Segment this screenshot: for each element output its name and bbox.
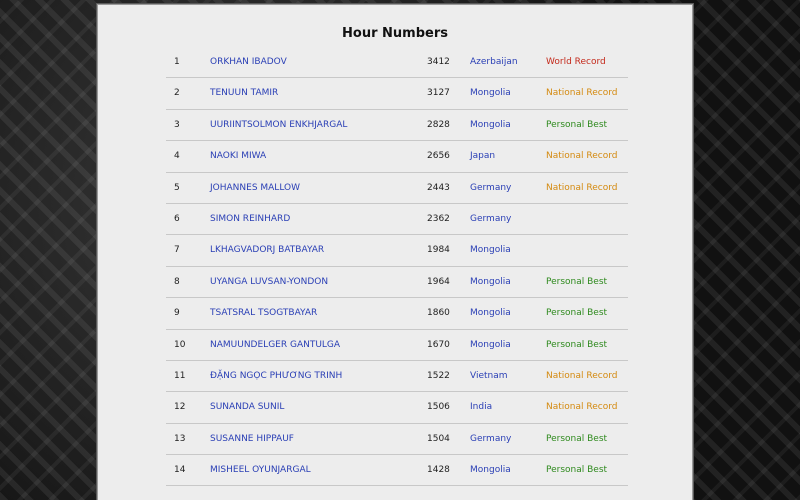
competitor-name-link[interactable]: UURIINTSOLMON ENKHJARGAL (210, 119, 348, 130)
record-badge: National Record (546, 88, 618, 99)
country-link[interactable]: Mongolia (470, 88, 511, 99)
rank-cell: 3 (174, 119, 180, 130)
record-badge: National Record (546, 151, 618, 162)
competitor-name-link[interactable]: NAMUUNDELGER GANTULGA (210, 339, 341, 350)
table-row (166, 392, 628, 423)
competitor-name-link[interactable]: JOHANNES MALLOW (210, 182, 300, 193)
rank-cell: 2 (174, 88, 180, 99)
score-cell: 2362 (427, 213, 450, 224)
competitor-name-link[interactable]: SUNANDA SUNIL (210, 402, 285, 413)
rank-cell: 4 (174, 151, 180, 162)
table-row (166, 424, 628, 455)
competitor-name-link[interactable]: TENUUN TAMIR (210, 88, 279, 99)
rank-cell: 14 (174, 465, 186, 476)
table-row (166, 204, 628, 235)
country-link[interactable]: Germany (470, 433, 512, 444)
score-cell: 2656 (427, 151, 450, 162)
score-cell: 1984 (427, 245, 450, 256)
country-link[interactable]: Mongolia (470, 276, 511, 287)
rank-cell: 1 (174, 57, 180, 67)
score-cell: 1964 (427, 276, 450, 287)
score-cell: 3127 (427, 88, 450, 99)
country-link[interactable]: Germany (470, 182, 512, 193)
country-link[interactable]: Germany (470, 213, 512, 224)
rank-cell: 13 (174, 433, 186, 444)
competitor-name-link[interactable]: NAOKI MIWA (210, 151, 267, 162)
score-cell: 1670 (427, 339, 450, 350)
country-link[interactable]: Mongolia (470, 245, 511, 256)
country-link[interactable]: Mongolia (470, 119, 511, 130)
country-link[interactable]: Japan (470, 151, 496, 162)
score-cell: 3412 (427, 57, 450, 67)
competitor-name-link[interactable]: SIMON REINHARD (210, 213, 291, 224)
table-row (166, 267, 628, 298)
competitor-name-link[interactable]: MISHEEL OYUNJARGAL (210, 465, 311, 476)
score-cell: 2443 (427, 182, 450, 193)
record-badge: Personal Best (546, 308, 608, 319)
rank-cell: 12 (174, 402, 186, 413)
table-row (166, 361, 628, 392)
record-badge: National Record (546, 370, 618, 381)
rank-cell: 9 (174, 308, 180, 319)
competitor-name-link[interactable]: UYANGA LUVSAN-YONDON (210, 276, 329, 287)
rank-cell: 8 (174, 276, 180, 287)
competitor-name-link[interactable]: ĐẶNG NGỌC PHƯƠNG TRINH (210, 370, 343, 381)
record-badge: National Record (546, 182, 618, 193)
country-link[interactable]: Mongolia (470, 339, 511, 350)
table-row (166, 235, 628, 266)
country-link[interactable]: India (470, 402, 493, 413)
rank-cell: 7 (174, 245, 180, 256)
table-row (166, 455, 628, 486)
table-row (166, 141, 628, 172)
record-badge: Personal Best (546, 465, 608, 476)
score-cell: 2828 (427, 119, 450, 130)
competitor-name-link[interactable]: SUSANNE HIPPAUF (210, 433, 294, 444)
record-badge: Personal Best (546, 433, 608, 444)
country-link[interactable]: Mongolia (470, 465, 511, 476)
score-cell: 1506 (427, 402, 450, 413)
country-link[interactable]: Azerbaijan (470, 57, 518, 67)
record-badge: Personal Best (546, 339, 608, 350)
table-row (166, 330, 628, 361)
table-row (166, 173, 628, 204)
table-row (166, 298, 628, 329)
table-row (166, 47, 628, 78)
table-row (166, 110, 628, 141)
score-cell: 1522 (427, 370, 450, 381)
record-badge: Personal Best (546, 119, 608, 130)
competitor-name-link[interactable]: ORKHAN IBADOV (210, 57, 287, 67)
page-title: Hour Numbers (342, 26, 448, 41)
rank-cell: 6 (174, 213, 180, 224)
competitor-name-link[interactable]: LKHAGVADORJ BATBAYAR (210, 245, 325, 256)
rank-cell: 11 (174, 370, 186, 381)
score-cell: 1428 (427, 465, 450, 476)
table-row (166, 78, 628, 109)
rank-cell: 10 (174, 339, 186, 350)
country-link[interactable]: Vietnam (470, 370, 508, 381)
score-cell: 1860 (427, 308, 450, 319)
competitor-name-link[interactable]: TSATSRAL TSOGTBAYAR (210, 308, 318, 319)
record-badge: World Record (546, 57, 606, 67)
score-cell: 1504 (427, 433, 450, 444)
record-badge: Personal Best (546, 276, 608, 287)
results-table (166, 47, 628, 486)
record-badge: National Record (546, 402, 618, 413)
rank-cell: 5 (174, 182, 180, 193)
country-link[interactable]: Mongolia (470, 308, 511, 319)
results-panel (97, 4, 693, 500)
